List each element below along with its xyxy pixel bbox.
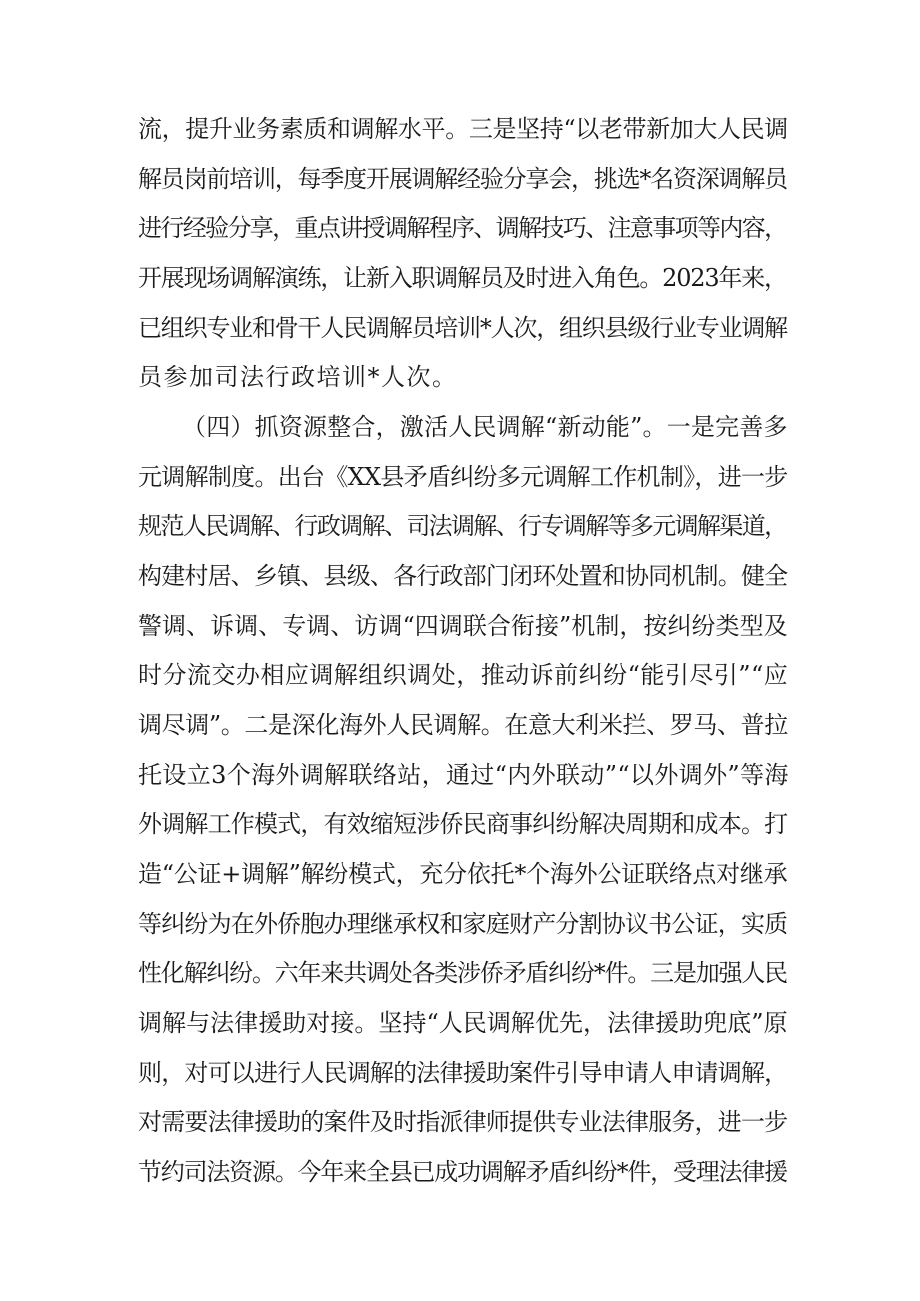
text-line: 造“公证+调解”解纷模式，充分依托*个海外公证联络点对继承 <box>138 860 788 888</box>
text-line: 节约司法资源。今年来全县已成功调解矛盾纠纷*件，受理法律援 <box>138 1158 787 1186</box>
text-line: 警调、诉调、专调、访调“四调联合衔接”机制，按纠纷类型及 <box>138 612 788 640</box>
text-line: 托设立3个海外调解联络站，通过“内外联动”“以外调外”等海 <box>138 761 789 789</box>
text-line: 规范人民调解、行政调解、司法调解、行专调解等多元调解渠道， <box>138 512 787 540</box>
text-line: 已组织专业和骨干人民调解员培训*人次，组织县级行业专业调解 <box>138 314 787 342</box>
text-line: 对需要法律援助的案件及时指派律师提供专业法律服务，进一步 <box>138 1108 788 1136</box>
text-line: 员参加司法行政培训*人次。 <box>138 363 458 391</box>
text-line: 调尽调”。二是深化海外人民调解。在意大利米拦、罗马、普拉 <box>138 711 788 739</box>
text-line: 元调解制度。出台《XX县矛盾纠纷多元调解工作机制》，进一步 <box>138 463 788 491</box>
text-line: 时分流交办相应调解组织调处，推动诉前纠纷“能引尽引”“应 <box>138 661 789 689</box>
text-line: 等纠纷为在外侨胞办理继承权和家庭财产分割协议书公证，实质 <box>138 910 788 938</box>
text-line: 流，提升业务素质和调解水平。三是坚持“以老带新加大人民调 <box>138 115 788 143</box>
text-line: （四）抓资源整合，激活人民调解“新动能”。一是完善多 <box>182 413 788 441</box>
text-line: 进行经验分享，重点讲授调解程序、调解技巧、注意事项等内容， <box>138 214 787 242</box>
text-line: 构建村居、乡镇、县级、各行政部门闭环处置和协同机制。健全 <box>138 562 788 590</box>
text-line: 则，对可以进行人民调解的法律援助案件引导申请人申请调解， <box>138 1059 788 1087</box>
text-line: 调解与法律援助对接。坚持“人民调解优先，法律援助兜底”原 <box>138 1009 788 1037</box>
text-line: 解员岗前培训，每季度开展调解经验分享会，挑选*名资深调解员 <box>138 165 787 193</box>
text-line: 外调解工作模式，有效缩短涉侨民商事纠纷解决周期和成本。打 <box>138 810 788 838</box>
text-line: 开展现场调解演练，让新入职调解员及时进入角色。2023年来， <box>138 264 787 292</box>
text-line: 性化解纠纷。六年来共调处各类涉侨矛盾纠纷*件。三是加强人民 <box>138 959 787 987</box>
